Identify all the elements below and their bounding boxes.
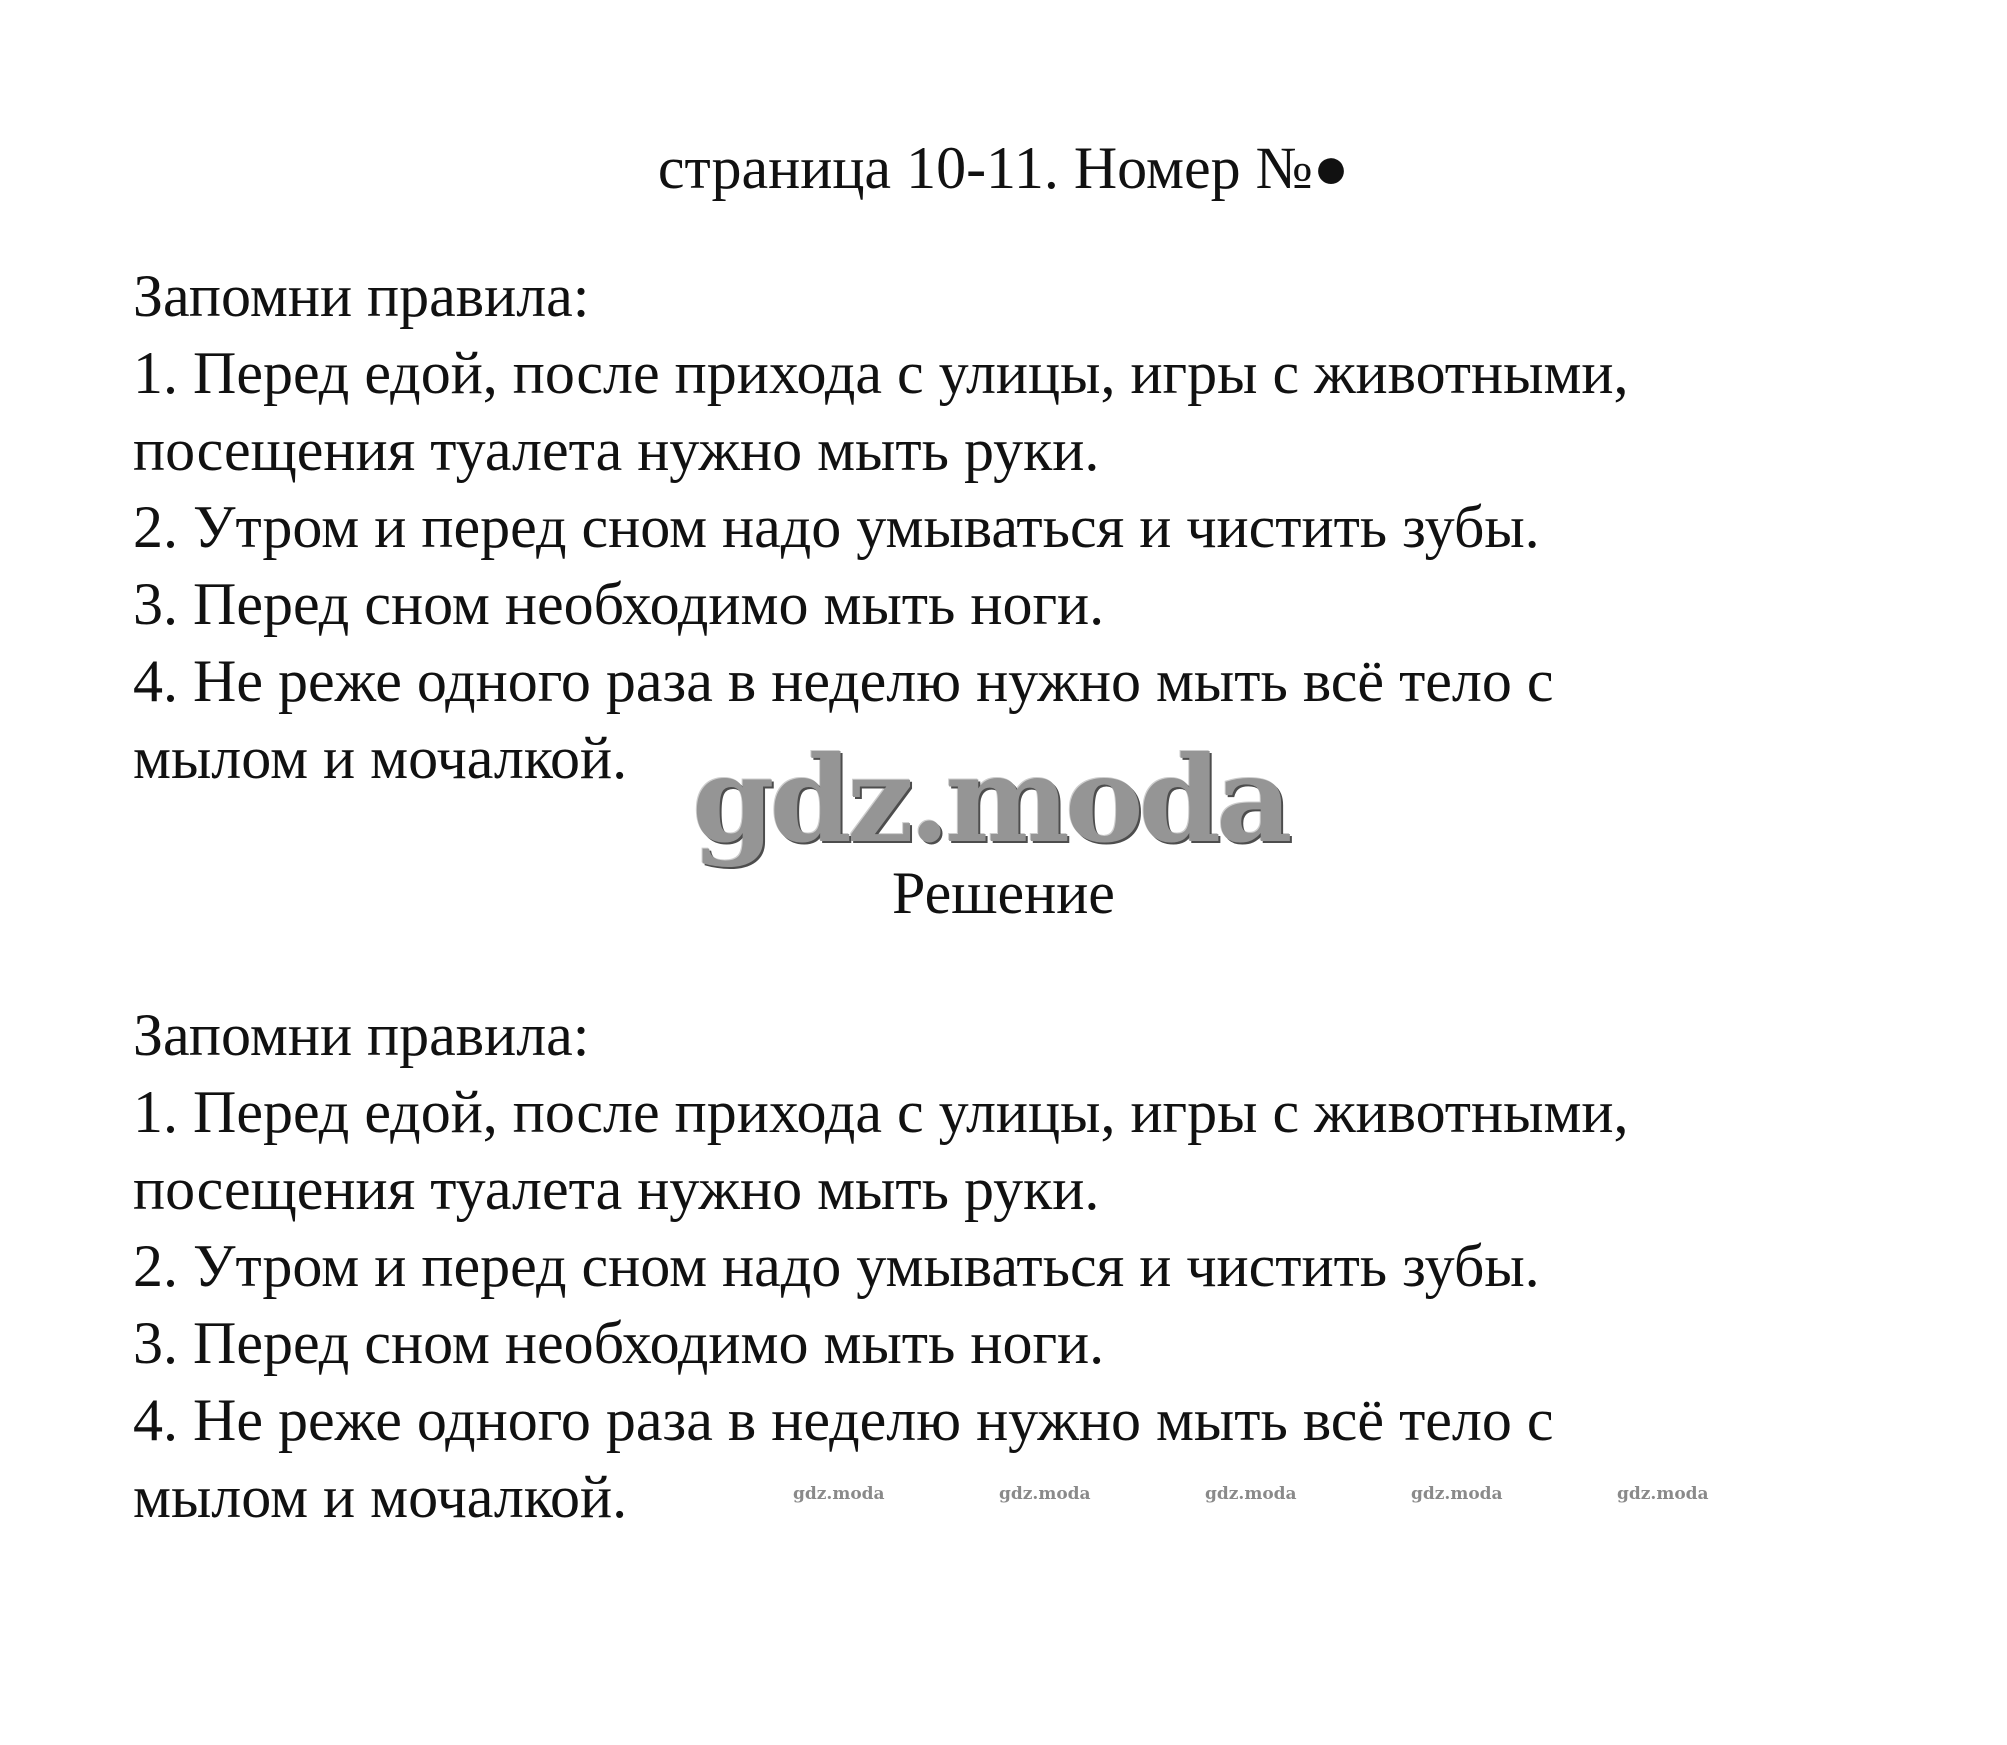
- small-watermark: gdz.moda: [1617, 1484, 1709, 1504]
- rules-block-solution: [133, 997, 1953, 1536]
- small-watermark: gdz.moda: [999, 1484, 1091, 1504]
- rules-heading: Запомни правила:: [133, 1002, 590, 1068]
- solution-heading: Решение: [892, 860, 1115, 926]
- small-watermark: gdz.moda: [1411, 1484, 1503, 1504]
- small-watermark: gdz.moda: [793, 1484, 885, 1504]
- rule-line: 4. Не реже одного раза в неделю нужно мыть всё тело с: [133, 648, 1554, 714]
- rule-line: мылом и мочалкой.: [133, 1464, 628, 1530]
- small-watermark: gdz.moda: [1205, 1484, 1297, 1504]
- rule-line: 3. Перед сном необходимо мыть ноги.: [133, 1310, 1105, 1376]
- rule-line: 3. Перед сном необходимо мыть ноги.: [133, 571, 1105, 637]
- rules-heading: Запомни правила:: [133, 263, 590, 329]
- rule-line: 2. Утром и перед сном надо умываться и чистить зубы.: [133, 494, 1540, 560]
- rules-block-task: [133, 258, 1953, 797]
- rule-line: посещения туалета нужно мыть руки.: [133, 1156, 1100, 1222]
- rule-line: 4. Не реже одного раза в неделю нужно мыть всё тело с: [133, 1387, 1554, 1453]
- rule-line: 2. Утром и перед сном надо умываться и чистить зубы.: [133, 1233, 1540, 1299]
- page-title: страница 10-11. Номер №●: [657, 135, 1350, 201]
- rule-line: мылом и мочалкой.: [133, 725, 628, 791]
- rule-line: 1. Перед едой, после прихода с улицы, игры с животными,: [133, 1079, 1629, 1145]
- rule-line: посещения туалета нужно мыть руки.: [133, 417, 1100, 483]
- rule-line: 1. Перед едой, после прихода с улицы, игры с животными,: [133, 340, 1629, 406]
- watermark-logo: gdz.moda: [692, 730, 1288, 869]
